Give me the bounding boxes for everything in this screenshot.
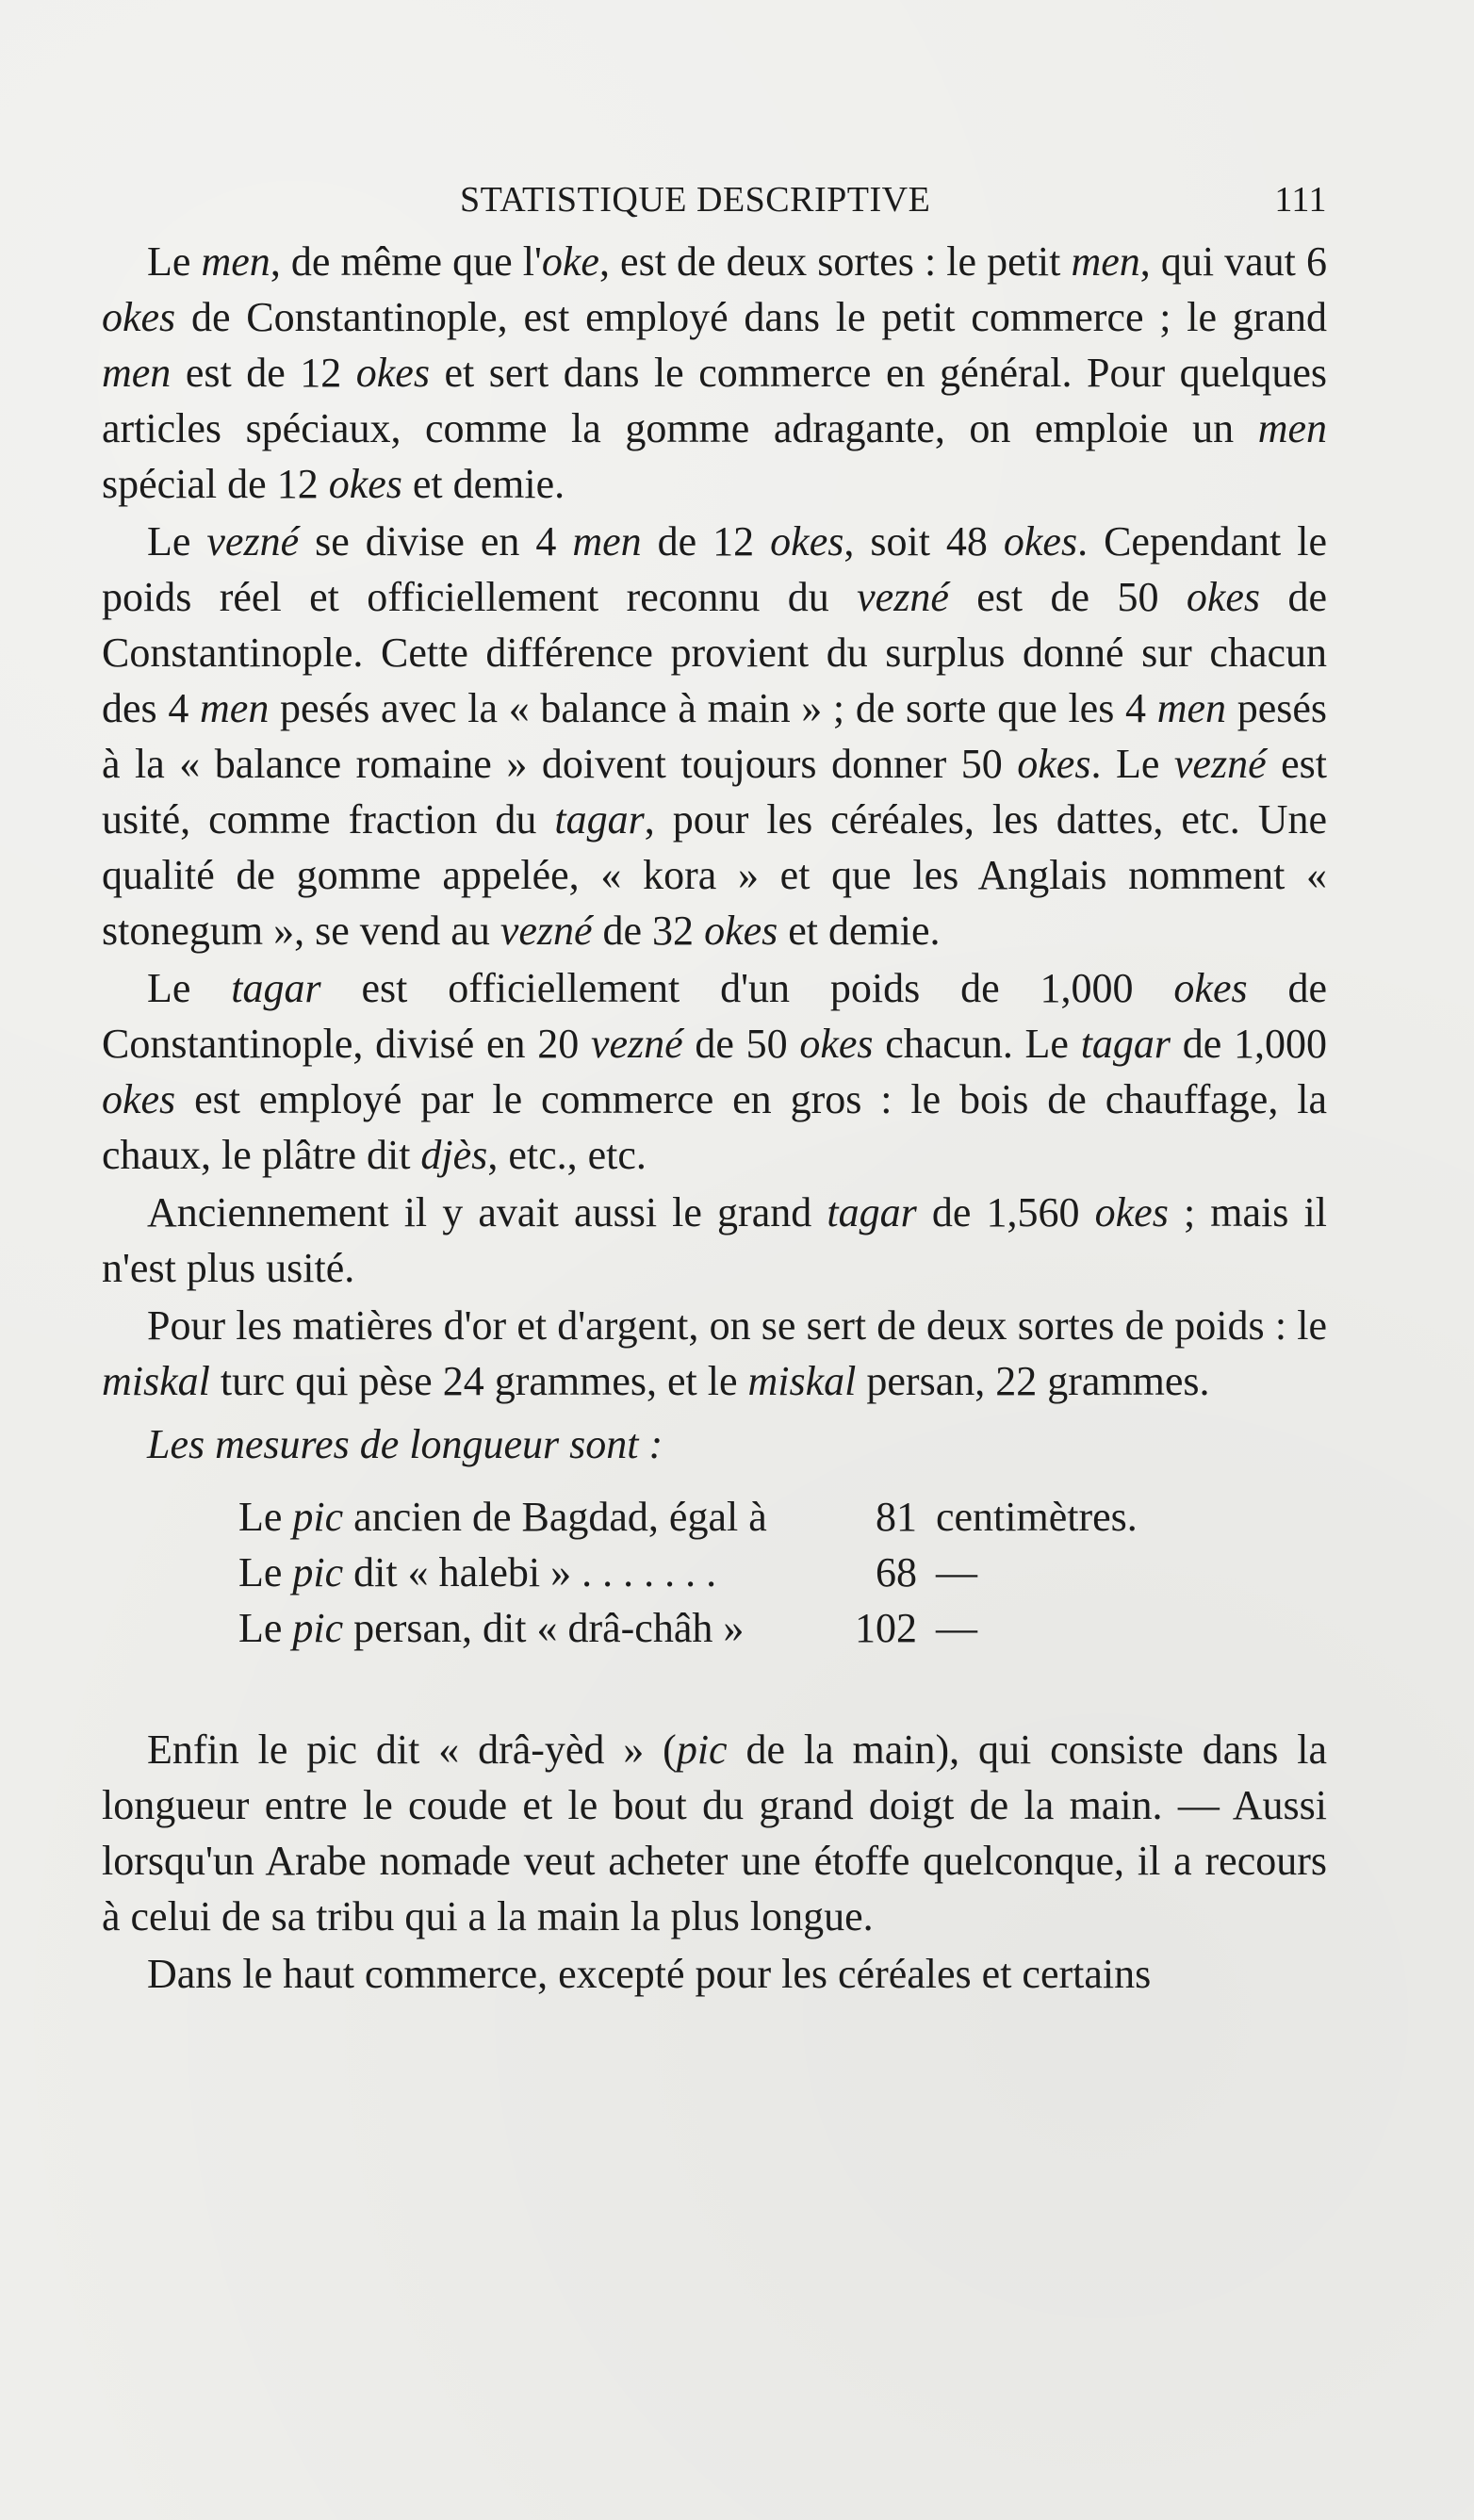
italic-term: okes: [1173, 965, 1248, 1011]
italic-term: okes: [355, 350, 430, 396]
text-segment: est de 12: [171, 350, 356, 396]
italic-term: vezné: [590, 1021, 683, 1067]
italic-term: okes: [328, 461, 402, 507]
page-content: [102, 179, 1327, 2004]
italic-term: okes: [102, 294, 176, 340]
text-segment: de 50: [682, 1021, 800, 1067]
text-segment: . Cependant le poids réel et officiellement reconnu du: [102, 518, 1327, 620]
italic-term: okes: [799, 1021, 874, 1067]
text-segment: et demie.: [778, 908, 941, 954]
measure-unit: —: [936, 1549, 977, 1595]
italic-term: okes: [1003, 518, 1078, 565]
text-segment: Pour les matières d'or et d'argent, on se sert de deux sortes de poids : le: [147, 1302, 1327, 1349]
measure-label: [238, 1489, 823, 1545]
italic-term: okes: [770, 518, 844, 565]
text-segment: Dans le haut commerce, excepté pour les céréales et certains: [147, 1951, 1152, 1997]
italic-term: oke: [541, 238, 599, 285]
italic-term: men: [102, 350, 172, 396]
measure-row-halebi: [238, 1545, 1181, 1600]
text-segment: persan, 22 grammes.: [856, 1358, 1210, 1404]
text-segment: , qui vaut 6: [1139, 238, 1327, 285]
text-segment: de 32: [592, 908, 705, 954]
text-segment: pesés avec la « balance à main » ; de sorte que les 4: [269, 685, 1157, 731]
page-number: 111: [1274, 180, 1327, 220]
running-title: STATISTIQUE DESCRIPTIVE: [460, 180, 931, 220]
measure-row-dra-chah: [238, 1600, 1181, 1656]
italic-term: okes: [704, 908, 778, 954]
text-segment: , soit 48: [843, 518, 1004, 565]
italic-term: vezné: [1173, 741, 1267, 787]
italic-term: tagar: [554, 796, 645, 843]
running-header: [102, 179, 1327, 228]
measure-value: 102: [855, 1605, 917, 1651]
text-segment: dit « halebi » . . . . . . .: [343, 1549, 717, 1595]
text-segment: . Le: [1090, 741, 1174, 787]
text-segment: de 1,560: [916, 1189, 1095, 1235]
text-segment: Le: [238, 1494, 293, 1540]
body-text: [102, 234, 1327, 2002]
text-segment: , est de deux sortes : le petit: [598, 238, 1072, 285]
italic-term: okes: [102, 1076, 176, 1122]
text-segment: ancien de Bagdad, égal à: [343, 1494, 767, 1540]
measure-unit: centimètres.: [936, 1494, 1138, 1540]
paragraph-dra-yed: [102, 1722, 1327, 1944]
italic-term: tagar: [231, 965, 321, 1011]
italic-term: miskal: [102, 1358, 210, 1404]
text-segment: de Constantinople, divisé en 20: [102, 965, 1328, 1067]
text-segment: est employé par le commerce en gros : le bois de chauffage, la chaux, le plâtre dit: [102, 1076, 1327, 1178]
text-segment: ; mais il n'est plus usité.: [102, 1189, 1327, 1291]
text-segment: Le: [147, 518, 207, 565]
text-segment: turc qui pèse 24 grammes, et le: [209, 1358, 748, 1404]
text-segment: spécial de 12: [102, 461, 329, 507]
text-segment: de 1,000: [1171, 1021, 1328, 1067]
text-segment: Enfin le pic dit « drâ-yèd » (: [147, 1726, 677, 1773]
italic-term: okes: [1094, 1189, 1169, 1235]
measure-value: 68: [876, 1549, 917, 1595]
italic-term: tagar: [1080, 1021, 1171, 1067]
italic-term: vezné: [857, 574, 949, 620]
italic-term: pic: [292, 1549, 344, 1595]
text-segment: de 12: [641, 518, 771, 565]
text-segment: de la main), qui consiste dans la longueur entre le coude et le bout du grand doigt de la main. — Aussi lorsqu'un Arabe nomade veut acheter une étoffe quelconque, il a recours à celui de sa tribu qui a la main la plus longue.: [102, 1726, 1327, 1939]
paragraph-grand-tagar: [102, 1185, 1327, 1296]
measures-list: [238, 1489, 1181, 1656]
text-segment: , pour les céréales, les dattes, etc. Une qualité de gomme appelée, « kora » et que les Anglais nomment « stonegum », se vend au: [102, 796, 1327, 954]
text-segment: Le: [238, 1549, 293, 1595]
italic-term: men: [201, 238, 270, 285]
italic-term: tagar: [827, 1189, 917, 1235]
italic-term: pic: [292, 1494, 344, 1540]
text-segment: , de même que l': [270, 238, 542, 285]
text-segment: de Constantinople, est employé dans le petit commerce ; le grand: [175, 294, 1327, 340]
text-segment: , etc., etc.: [487, 1132, 647, 1178]
text-segment: chacun. Le: [873, 1021, 1081, 1067]
text-segment: de Constantinople. Cette différence provient du surplus donné sur chacun des 4: [102, 574, 1327, 731]
text-segment: et demie.: [401, 461, 565, 507]
italic-term: pic: [292, 1605, 344, 1651]
italic-term: men: [1257, 405, 1327, 451]
paragraph-vezne: [102, 514, 1327, 958]
paragraph-tagar: [102, 960, 1327, 1183]
measure-unit: —: [936, 1605, 977, 1651]
text-segment: est officiellement d'un poids de 1,000: [320, 965, 1174, 1011]
italic-term: men: [572, 518, 642, 565]
text-segment: et sert dans le commerce en général. Pour quelques articles spéciaux, comme la gomme adragante, on emploie un: [102, 350, 1328, 451]
paragraph-men: [102, 234, 1327, 512]
italic-term: men: [200, 685, 270, 731]
italic-term: vezné: [206, 518, 300, 565]
measure-label: [238, 1600, 823, 1656]
measure-value: 81: [876, 1494, 917, 1540]
italic-term: pic: [676, 1726, 728, 1773]
text-segment: pesés à la « balance romaine » doivent toujours donner 50: [102, 685, 1327, 787]
text-segment: est de 50: [948, 574, 1187, 620]
text-segment: persan, dit « drâ-châh »: [343, 1605, 745, 1651]
measure-label: [238, 1545, 823, 1600]
text-segment: est usité, comme fraction du: [102, 741, 1328, 843]
text-segment: Le: [147, 965, 232, 1011]
text-segment: Le: [238, 1605, 293, 1651]
measures-intro: Les mesures de longueur sont :: [147, 1421, 663, 1467]
italic-term: men: [1071, 238, 1140, 285]
italic-term: vezné: [500, 908, 593, 954]
text-segment: Anciennement il y avait aussi le grand: [147, 1189, 827, 1235]
italic-term: men: [1156, 685, 1227, 731]
measure-row-bagdad: [238, 1489, 1181, 1545]
text-segment: se divise en 4: [299, 518, 573, 565]
text-segment: Le: [147, 238, 202, 285]
italic-term: djès: [420, 1132, 488, 1178]
italic-term: miskal: [747, 1358, 857, 1404]
italic-term: okes: [1186, 574, 1261, 620]
paragraph-miskal: [102, 1298, 1327, 1409]
italic-term: okes: [1017, 741, 1091, 787]
paragraph-haut-commerce: [102, 1946, 1327, 2002]
